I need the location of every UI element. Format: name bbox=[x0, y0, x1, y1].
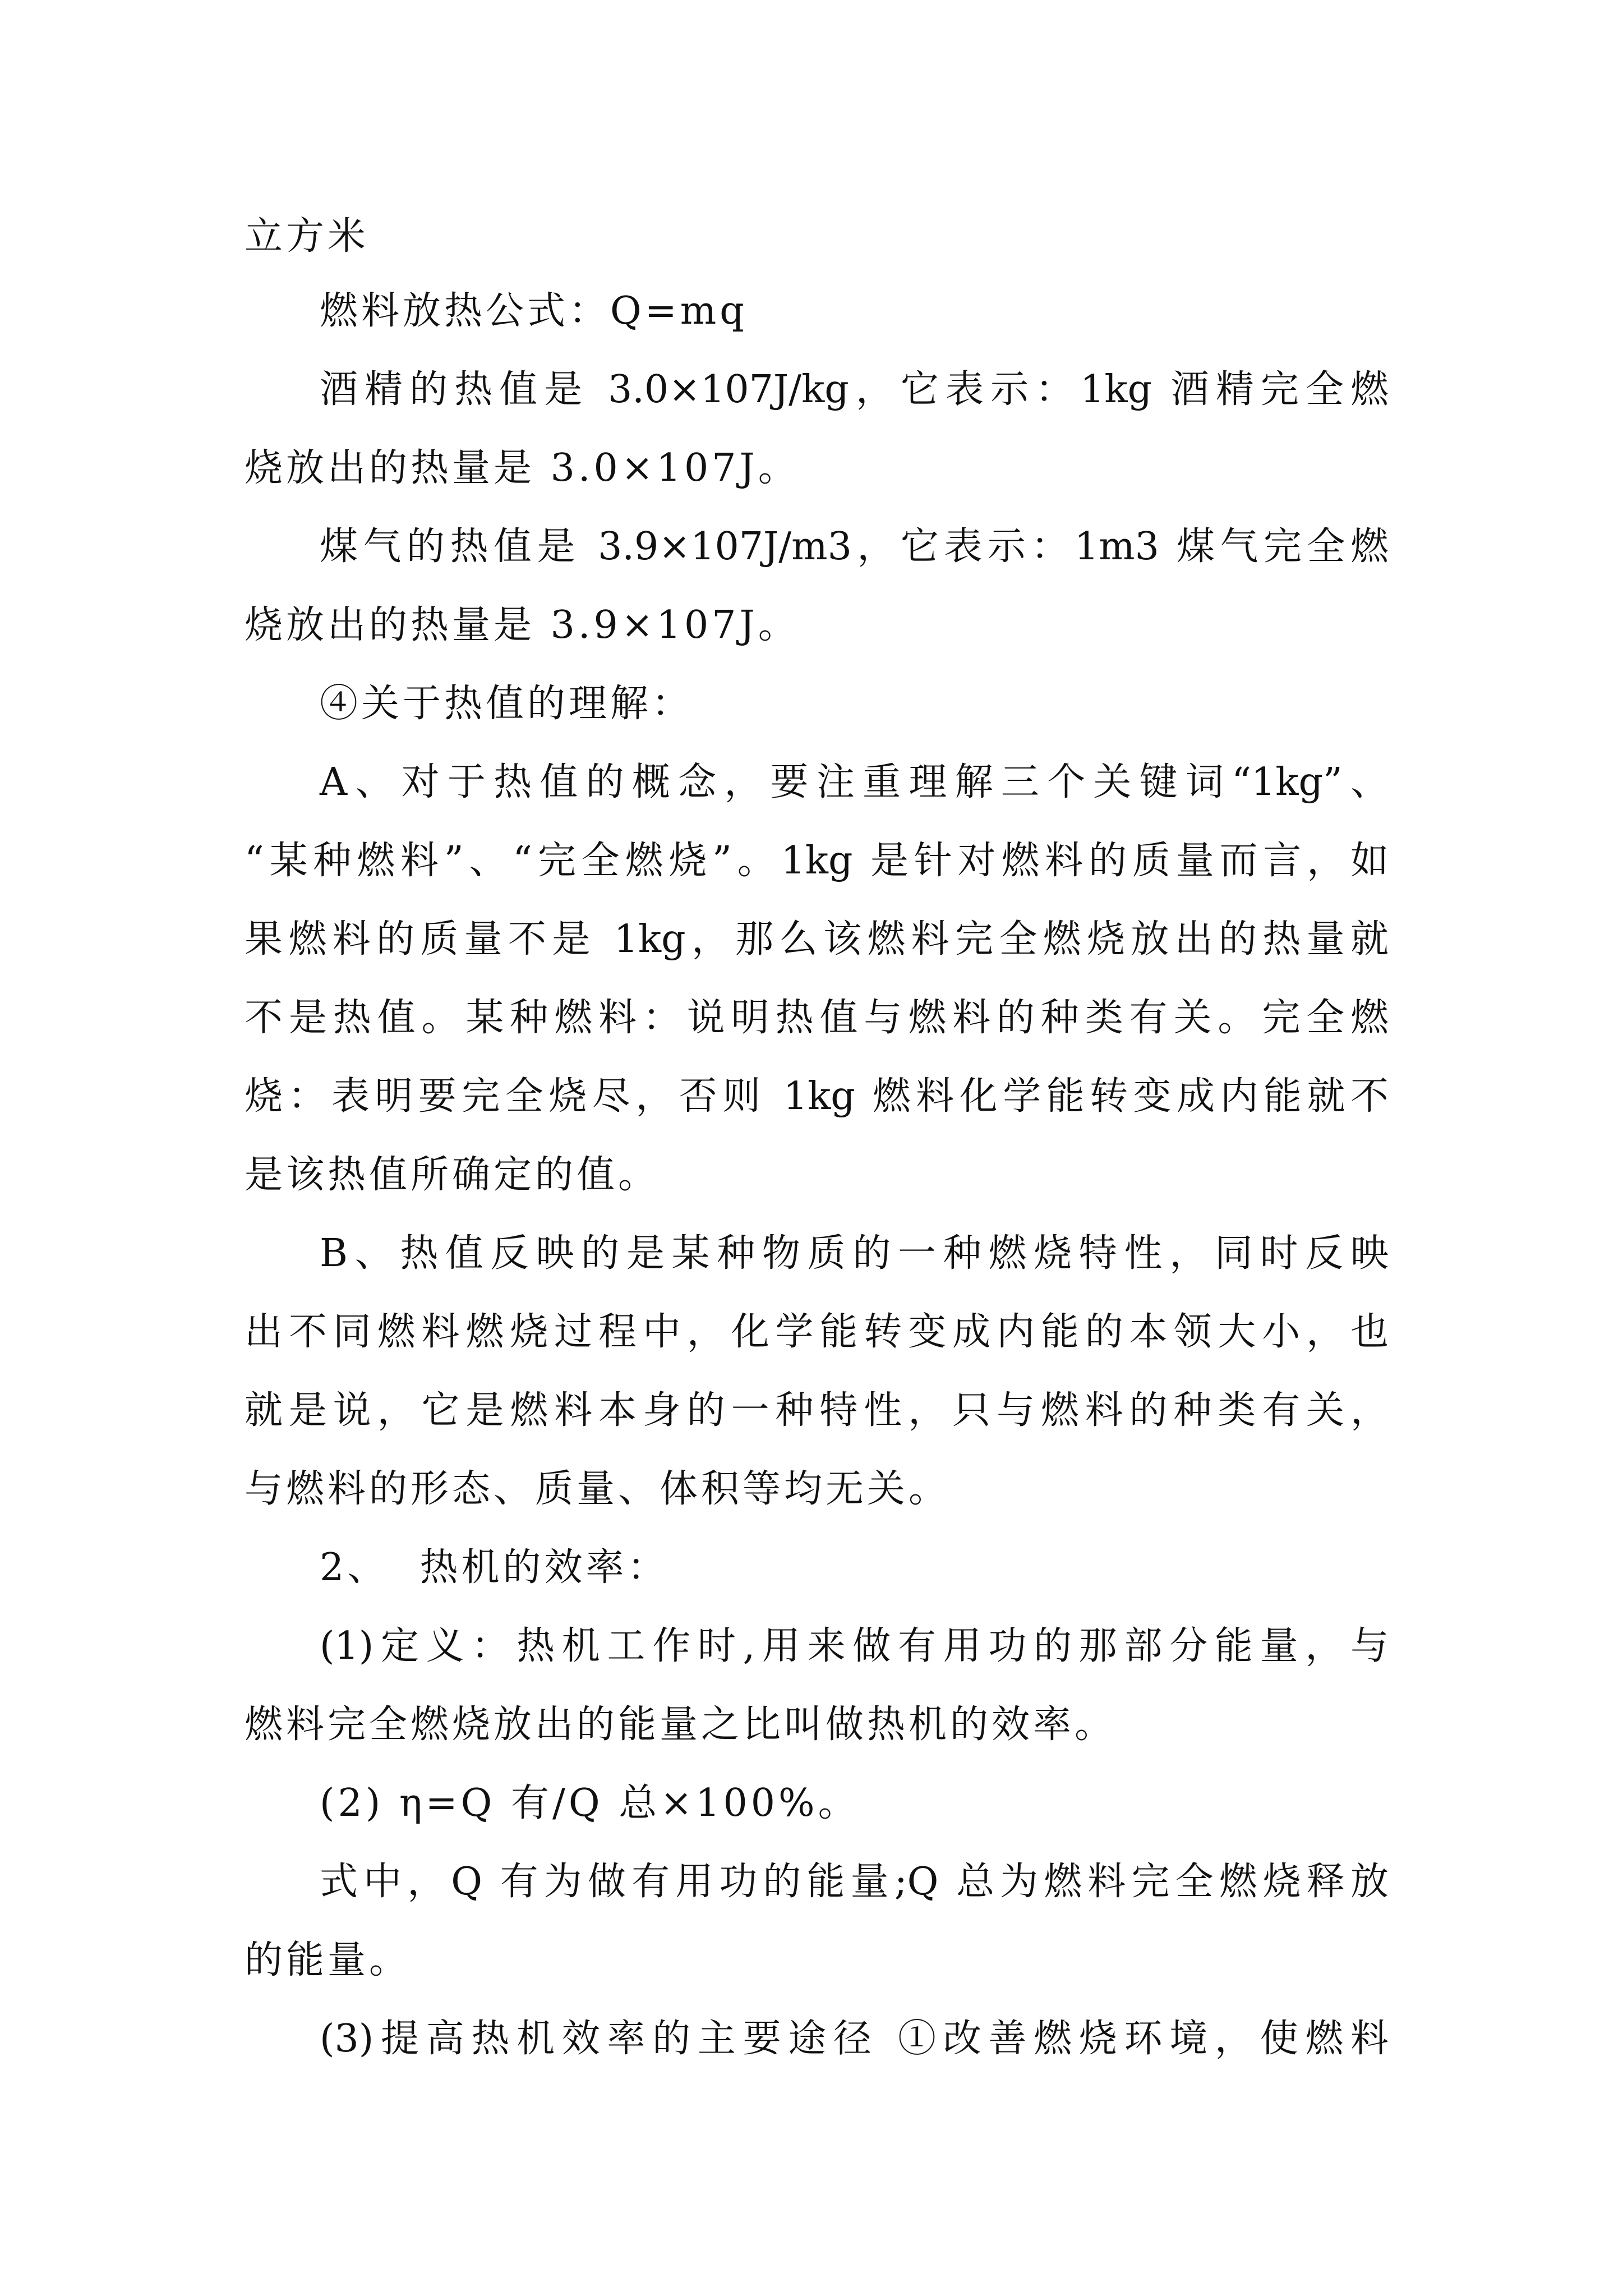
text-line-8: A、对于热值的概念，要注重理解三个关键词“1kg”、 bbox=[320, 760, 1389, 804]
text-line-16: 就是说，它是燃料本身的一种特性，只与燃料的种类有关， bbox=[245, 1388, 1389, 1433]
text-line-19: (1)定义：热机工作时,用来做有用功的那部分能量，与 bbox=[320, 1624, 1389, 1668]
text-line-13: 是该热值所确定的值。 bbox=[245, 1153, 660, 1197]
text-line-6: 烧放出的热量是 3.9×107J。 bbox=[245, 603, 800, 647]
text-line-15: 出不同燃料燃烧过程中，化学能转变成内能的本领大小，也 bbox=[245, 1310, 1389, 1354]
text-line-22: 式中，Q 有为做有用功的能量;Q 总为燃料完全燃烧释放 bbox=[320, 1860, 1389, 1904]
text-line-20: 燃料完全燃烧放出的能量之比叫做热机的效率。 bbox=[245, 1703, 1117, 1747]
text-line-2: 燃料放热公式：Q=mq bbox=[320, 289, 748, 333]
text-line-4: 烧放出的热量是 3.0×107J。 bbox=[245, 446, 800, 490]
text-line-3: 酒精的热值是 3.0×107J/kg，它表示：1kg 酒精完全燃 bbox=[320, 367, 1389, 412]
text-line-10: 果燃料的质量不是 1kg，那么该燃料完全燃烧放出的热量就 bbox=[245, 917, 1389, 961]
text-line-5: 煤气的热值是 3.9×107J/m3，它表示：1m3 煤气完全燃 bbox=[320, 524, 1389, 569]
text-line-7: ④关于热值的理解： bbox=[320, 682, 694, 726]
text-line-21: (2) η=Q 有/Q 总×100%。 bbox=[320, 1781, 860, 1825]
text-line-18: 2、 热机的效率： bbox=[320, 1545, 669, 1590]
text-line-14: B、热值反映的是某种物质的一种燃烧特性，同时反映 bbox=[320, 1231, 1389, 1276]
text-line-23: 的能量。 bbox=[245, 1938, 411, 1982]
text-line-12: 烧：表明要完全烧尽，否则 1kg 燃料化学能转变成内能就不 bbox=[245, 1074, 1389, 1119]
text-line-11: 不是热值。某种燃料：说明热值与燃料的种类有关。完全燃 bbox=[245, 996, 1389, 1040]
text-line-9: “某种燃料”、“完全燃烧”。1kg 是针对燃料的质量而言，如 bbox=[245, 839, 1389, 883]
text-line-1: 立方米 bbox=[245, 214, 370, 259]
text-line-17: 与燃料的形态、质量、体积等均无关。 bbox=[245, 1467, 951, 1511]
text-line-24: (3)提高热机效率的主要途径 ①改善燃烧环境，使燃料 bbox=[320, 2017, 1389, 2061]
